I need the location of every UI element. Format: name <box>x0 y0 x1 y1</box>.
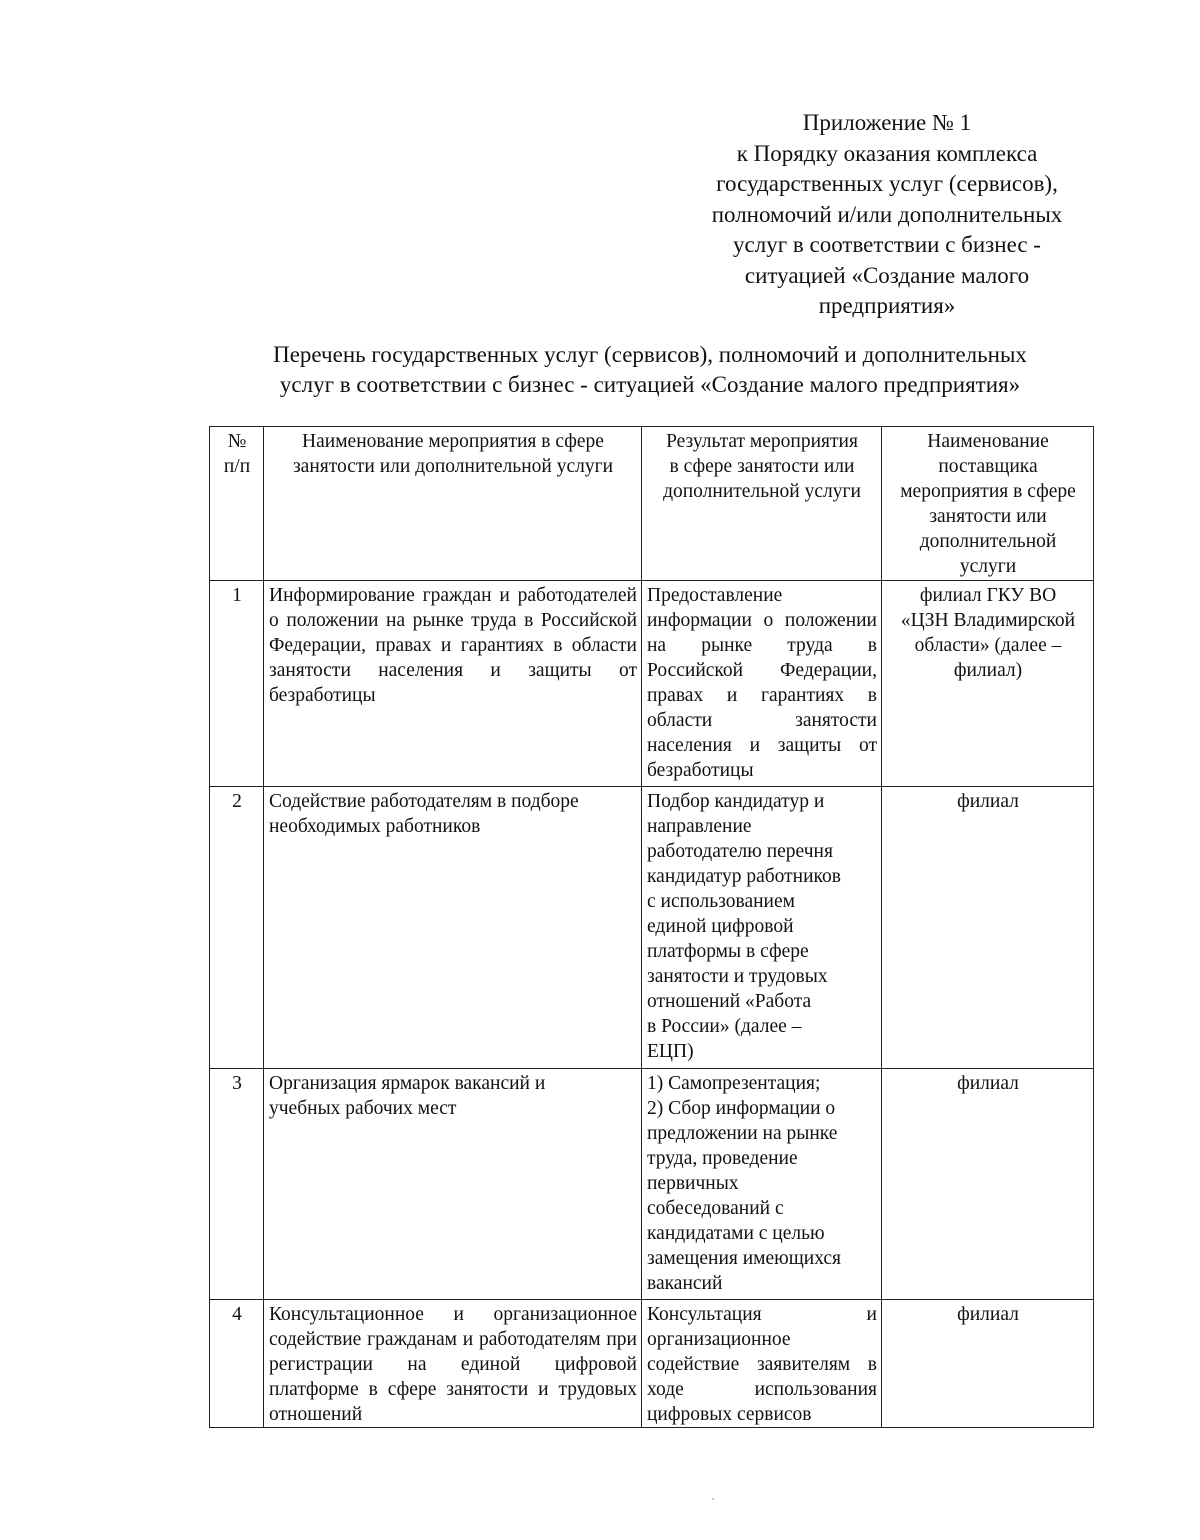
row-event: Информирование граждан и работодателей о положении на рынке труда в Российской Федерации, правах и гарантиях в области занятости населения и защиты от безработицы <box>264 581 642 787</box>
title-line: услуг в соответствии с бизнес - ситуацией «Создание малого предприятия» <box>279 372 1021 397</box>
row-event: Содействие работодателям в подборе необходимых работников <box>264 787 642 1069</box>
row-provider: филиал <box>882 1300 1094 1428</box>
row-provider: филиал <box>882 787 1094 1069</box>
table-row <box>210 1300 1094 1428</box>
header-provider: Наименование поставщика мероприятия в сфере занятости или дополнительной услуги <box>882 427 1094 581</box>
appendix-line: государственных услуг (сервисов), <box>716 171 1058 196</box>
table-header-row <box>210 427 1094 581</box>
header-number: № п/п <box>210 427 264 581</box>
row-event: Консультационное и организационное содействие гражданам и работодателям при регистрации на единой цифровой платформе в сфере занятости и трудовых отношений <box>264 1300 642 1428</box>
services-table <box>209 426 1094 1428</box>
appendix-heading <box>690 108 1084 322</box>
row-number: 2 <box>210 787 264 1069</box>
appendix-line: ситуацией «Создание малого <box>744 262 1030 288</box>
row-number: 3 <box>210 1069 264 1300</box>
title-line: Перечень государственных услуг (сервисов), полномочий и дополнительных <box>273 342 1027 367</box>
appendix-line: Приложение № 1 <box>802 110 972 135</box>
row-event: Организация ярмарок вакансий и учебных рабочих мест <box>264 1069 642 1300</box>
table-row <box>210 1069 1094 1300</box>
appendix-line: предприятия» <box>818 293 956 318</box>
row-result: 1) Самопрезентация; 2) Сбор информации о предложении на рынке труда, проведение первичных собеседований с кандидатами с целью замещения имеющихся вакансий <box>642 1069 882 1300</box>
appendix-line: к Порядку оказания комплекса <box>736 140 1038 166</box>
row-result: Подбор кандидатур и направление работодателю перечня кандидатур работников с использованием единой цифровой платформы в сфере занятости и трудовых отношений «Работа в России» (далее – ЕЦП) <box>642 787 882 1069</box>
row-number: 4 <box>210 1300 264 1428</box>
row-provider: филиал <box>882 1069 1094 1300</box>
table-row <box>210 787 1094 1069</box>
document-title <box>200 340 1100 400</box>
header-event: Наименование мероприятия в сфере занятости или дополнительной услуги <box>264 427 642 581</box>
row-provider: филиал ГКУ ВО «ЦЗН Владимирской области» (далее – филиал) <box>882 581 1094 787</box>
appendix-line: полномочий и/или дополнительных <box>711 201 1063 227</box>
table-row <box>210 581 1094 787</box>
row-result: Консультация и организационное содействие заявителям в ходе использования цифровых сервисов <box>642 1300 882 1428</box>
header-result: Результат мероприятия в сфере занятости или дополнительной услуги <box>642 427 882 581</box>
row-number: 1 <box>210 581 264 787</box>
scan-speck <box>712 1498 714 1500</box>
row-result: Предоставление информации о положении на рынке труда в Российской Федерации, правах и гарантиях в области занятости населения и защиты от безработицы <box>642 581 882 787</box>
appendix-line: услуг в соответствии с бизнес - <box>733 232 1041 257</box>
